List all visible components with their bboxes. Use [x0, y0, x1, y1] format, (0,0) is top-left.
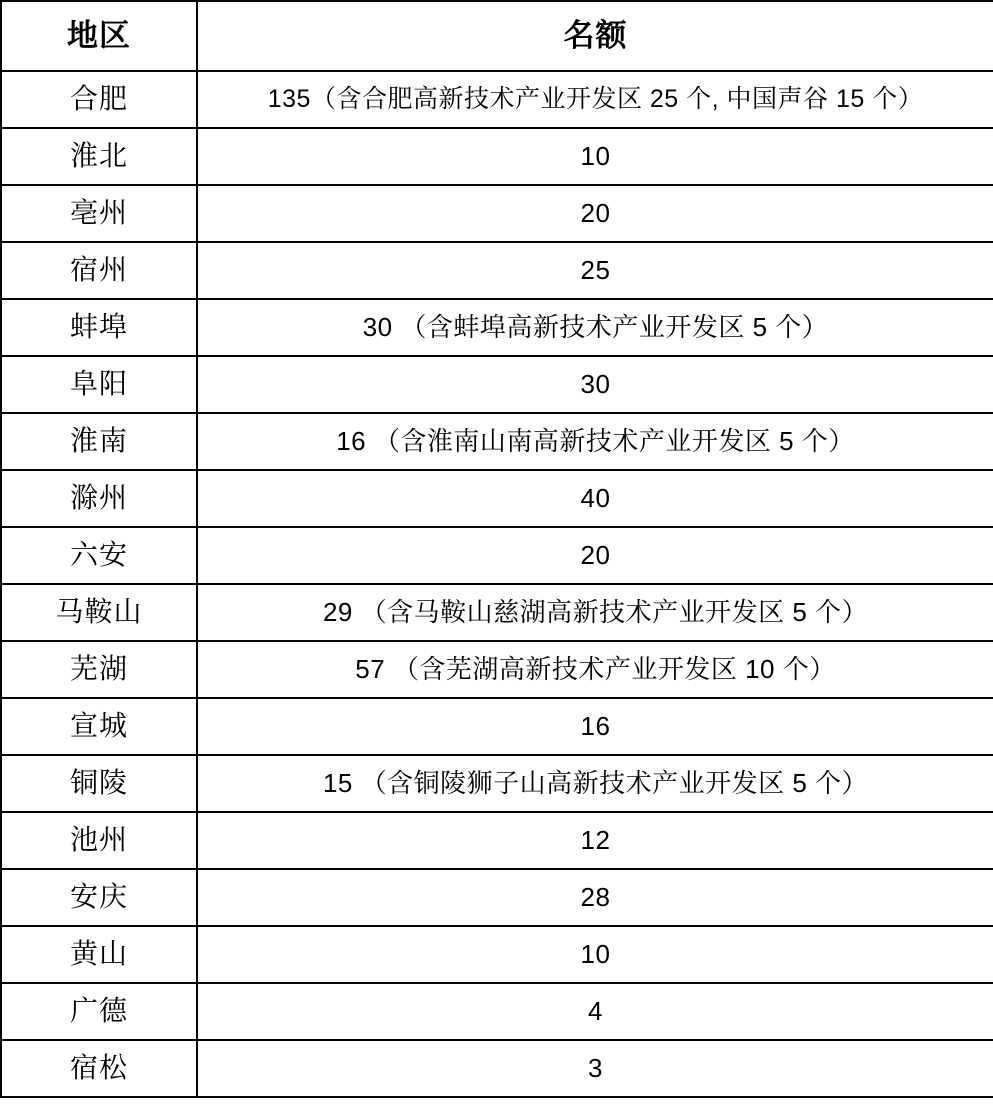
- cell-quota: 30: [197, 356, 993, 413]
- cell-region: 铜陵: [1, 755, 197, 812]
- cell-region: 六安: [1, 527, 197, 584]
- cell-quota: 135（含合肥高新技术产业开发区 25 个, 中国声谷 15 个）: [197, 71, 993, 128]
- cell-region: 淮南: [1, 413, 197, 470]
- column-header-quota: 名额: [197, 1, 993, 71]
- table-row: [1, 698, 993, 755]
- cell-quota: 16: [197, 698, 993, 755]
- table-row: [1, 983, 993, 1040]
- cell-quota: 16 （含淮南山南高新技术产业开发区 5 个）: [197, 413, 993, 470]
- cell-quota: 3: [197, 1040, 993, 1097]
- table-row: [1, 641, 993, 698]
- column-header-region: 地区: [1, 1, 197, 71]
- cell-region: 蚌埠: [1, 299, 197, 356]
- cell-region: 芜湖: [1, 641, 197, 698]
- cell-quota: 28: [197, 869, 993, 926]
- cell-region: 亳州: [1, 185, 197, 242]
- cell-quota: 25: [197, 242, 993, 299]
- cell-quota: 15 （含铜陵狮子山高新技术产业开发区 5 个）: [197, 755, 993, 812]
- cell-quota: 57 （含芜湖高新技术产业开发区 10 个）: [197, 641, 993, 698]
- table-header: [1, 1, 993, 71]
- cell-region: 广德: [1, 983, 197, 1040]
- cell-region: 马鞍山: [1, 584, 197, 641]
- cell-region: 阜阳: [1, 356, 197, 413]
- cell-region: 安庆: [1, 869, 197, 926]
- cell-quota: 12: [197, 812, 993, 869]
- cell-quota: 20: [197, 527, 993, 584]
- cell-region: 淮北: [1, 128, 197, 185]
- table-row: [1, 470, 993, 527]
- cell-region: 宿州: [1, 242, 197, 299]
- cell-region: 滁州: [1, 470, 197, 527]
- cell-quota: 40: [197, 470, 993, 527]
- cell-region: 合肥: [1, 71, 197, 128]
- table-row: [1, 242, 993, 299]
- cell-quota: 20: [197, 185, 993, 242]
- table-header-row: [1, 1, 993, 71]
- cell-region: 宣城: [1, 698, 197, 755]
- table-row: [1, 1040, 993, 1097]
- table-row: [1, 527, 993, 584]
- table-row: [1, 584, 993, 641]
- cell-region: 宿松: [1, 1040, 197, 1097]
- table-row: [1, 869, 993, 926]
- cell-quota: 30 （含蚌埠高新技术产业开发区 5 个）: [197, 299, 993, 356]
- table-body: [1, 71, 993, 1097]
- table-row: [1, 356, 993, 413]
- table-row: [1, 299, 993, 356]
- cell-quota: 29 （含马鞍山慈湖高新技术产业开发区 5 个）: [197, 584, 993, 641]
- table-row: [1, 812, 993, 869]
- table-row: [1, 71, 993, 128]
- table-row: [1, 755, 993, 812]
- cell-quota: 10: [197, 128, 993, 185]
- table-row: [1, 413, 993, 470]
- table-row: [1, 128, 993, 185]
- table-row: [1, 926, 993, 983]
- cell-region: 池州: [1, 812, 197, 869]
- cell-region: 黄山: [1, 926, 197, 983]
- table-row: [1, 185, 993, 242]
- cell-quota: 4: [197, 983, 993, 1040]
- cell-quota: 10: [197, 926, 993, 983]
